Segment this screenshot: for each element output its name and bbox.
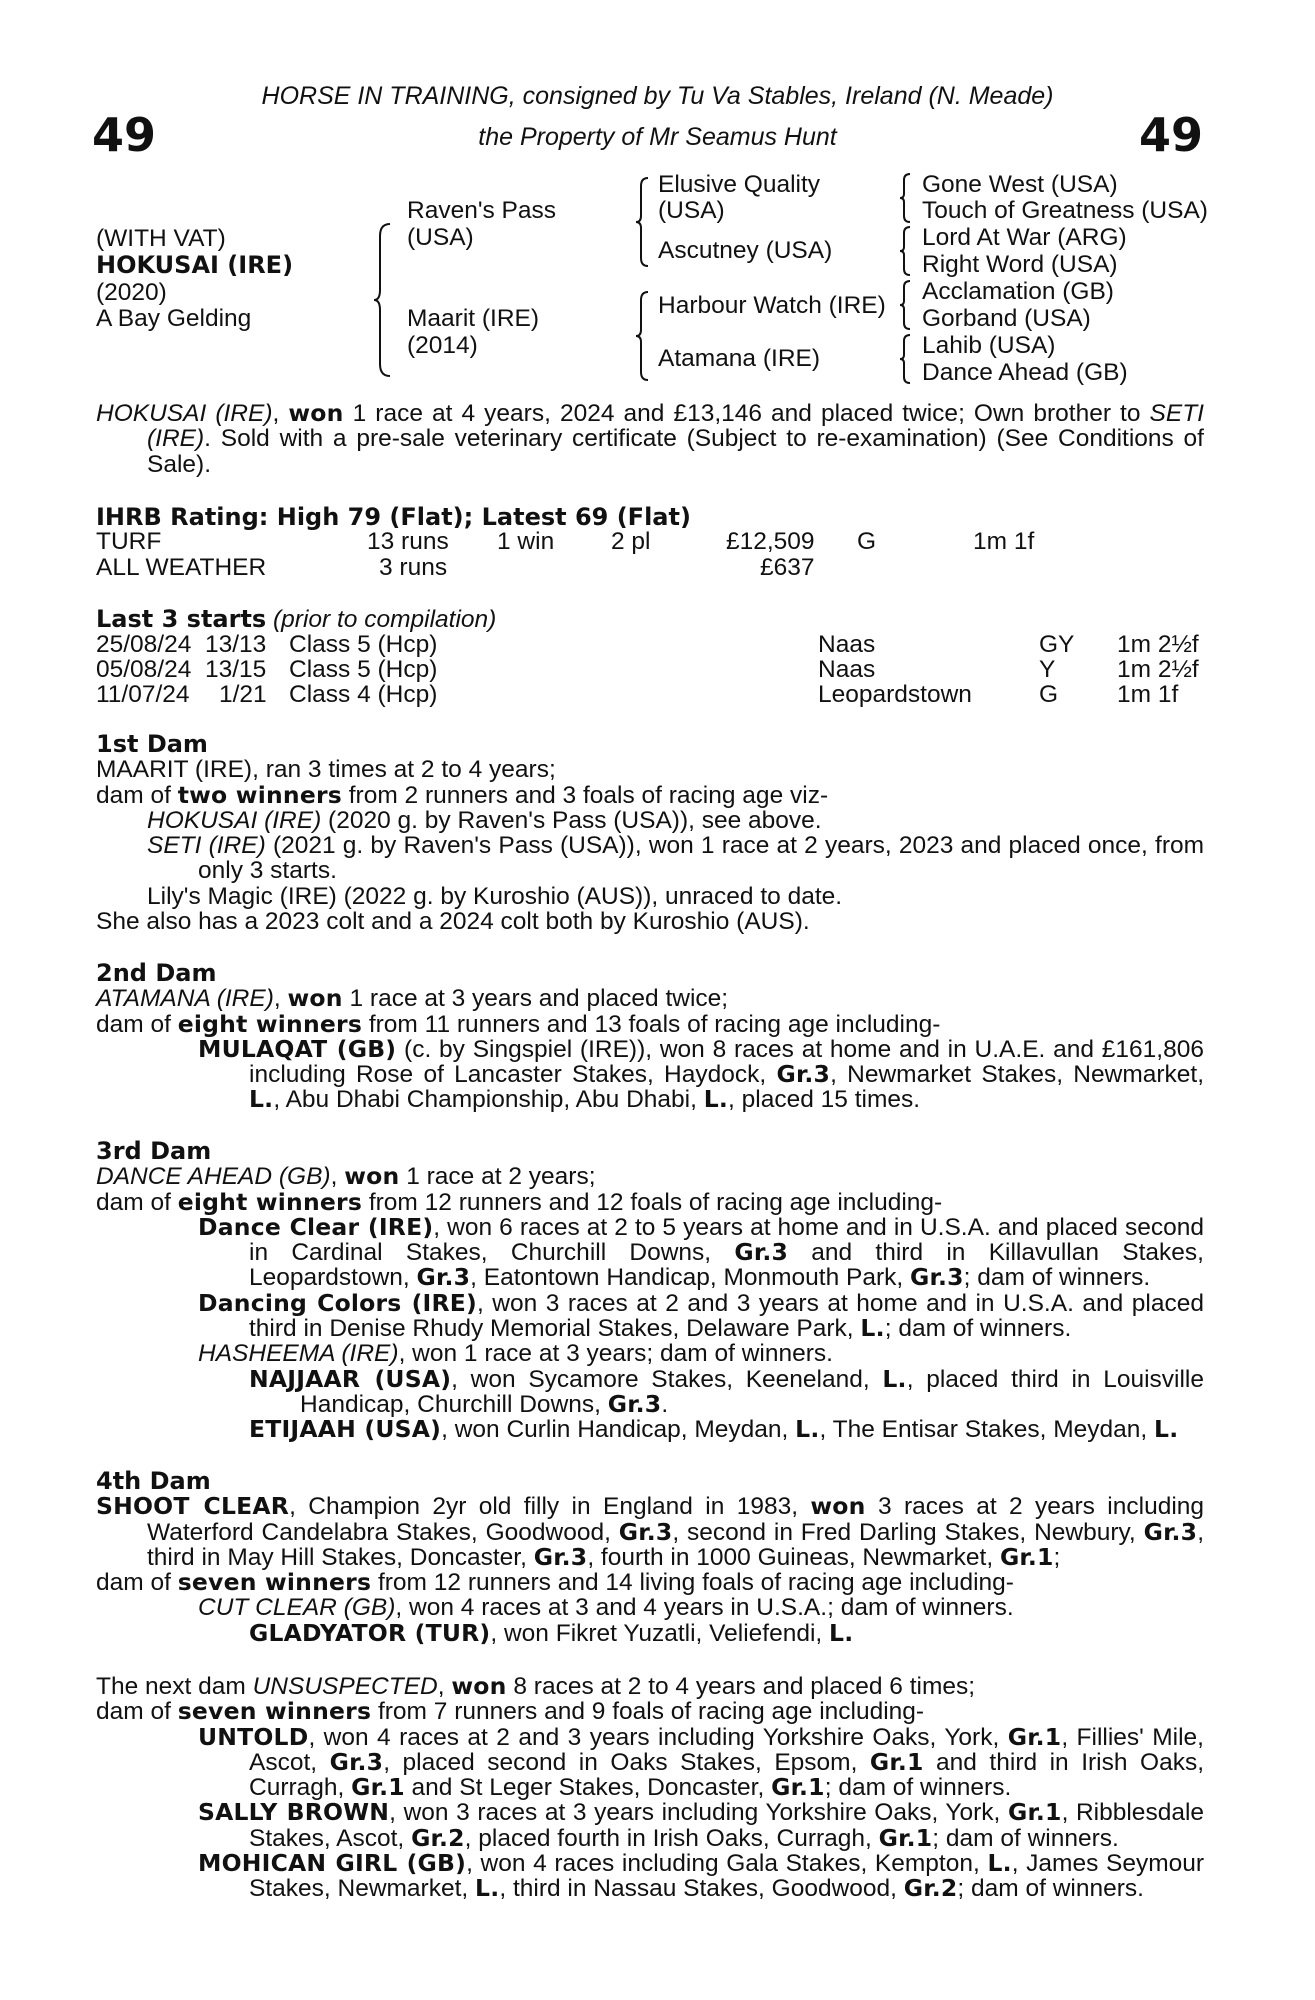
- rating-runs: 13 runs: [367, 528, 449, 555]
- summary: HOKUSAI (IRE), won 1 race at 4 years, 2024 and £13,146 and placed twice; Own brother to SETI (IRE). Sold with a pre-sale veterinary certificate (Subject to re-examination) (See Conditions of Sale).: [96, 399, 1204, 478]
- first-dam-section: [96, 732, 1204, 934]
- third-dam-heading: 3rd Dam: [96, 1137, 212, 1165]
- brace-sd: [898, 225, 914, 277]
- start-date: 11/07/24: [96, 681, 190, 708]
- sire-dam: Ascutney (USA): [658, 237, 833, 264]
- gg-dds: Lahib (USA): [922, 332, 1056, 359]
- third-dam-line: DANCE AHEAD (GB), won 1 race at 2 years;: [96, 1162, 596, 1191]
- fourth-dam-line: SHOOT CLEAR, Champion 2yr old filly in England in 1983, won 3 races at 2 years including Waterford Candelabra Stakes, Goodwood, Gr.3, second in Fred Darling Stakes, Newbury, Gr.3, third in May Hill Stakes, Doncaster, Gr.3, fourth in 1000 Guineas, Newmarket, Gr.1;: [96, 1492, 1205, 1571]
- rating-surface: ALL WEATHER: [96, 554, 267, 581]
- brace-sire: [634, 176, 652, 268]
- gg-sdd: Right Word (USA): [922, 251, 1118, 278]
- horse-year: (2020): [96, 279, 167, 306]
- progeny-entry: Dancing Colors (IRE), won 3 races at 2 and 3 years at home and in U.S.A. and placed third in Denise Rhudy Memorial Stakes, Delaware Park, L.; dam of winners.: [198, 1288, 1204, 1343]
- third-dam-section: [96, 1139, 1204, 1443]
- sire-country: (USA): [407, 224, 474, 251]
- second-dam-line: ATAMANA (IRE), won 1 race at 3 years and placed twice;: [96, 984, 729, 1013]
- header-property: the Property of Mr Seamus Hunt: [478, 123, 837, 151]
- gg-sss: Gone West (USA): [922, 171, 1118, 198]
- progeny-entry: GLADYATOR (TUR), won Fikret Yuzatli, Veliefendi, L.: [249, 1618, 854, 1647]
- sire-name: Raven's Pass: [407, 197, 557, 224]
- rating-heading: IHRB Rating: High 79 (Flat); Latest 69 (Flat): [96, 503, 691, 531]
- brace-horse: [372, 222, 394, 378]
- rating-distance: 1m 1f: [973, 528, 1035, 555]
- progeny-entry: HASHEEMA (IRE), won 1 race at 3 years; dam of winners.: [198, 1340, 833, 1368]
- gg-dss: Acclamation (GB): [922, 278, 1114, 305]
- summary-text2: . Sold with a pre-sale veterinary certificate (Subject to re-examination) (See Conditions of Sale).: [147, 425, 1204, 478]
- second-dam-heading: 2nd Dam: [96, 959, 217, 987]
- last-starts-title: Last 3 starts: [96, 605, 267, 633]
- summary-name: HOKUSAI (IRE): [96, 400, 273, 427]
- next-dam-section: [96, 1674, 1204, 1902]
- lot-number-right: 49: [1138, 108, 1203, 162]
- header-consignor: HORSE IN TRAINING, consigned by Tu Va Stables, Ireland (N. Meade): [261, 82, 1054, 110]
- summary-text1: 1 race at 4 years, 2024 and £13,146 and placed twice; Own brother to: [343, 400, 1150, 427]
- first-dam-heading: 1st Dam: [96, 730, 208, 758]
- vat-label: (WITH VAT): [96, 225, 226, 252]
- brace-ss: [898, 172, 914, 224]
- rating-placed: 2 pl: [611, 528, 651, 555]
- start-distance: 1m 1f: [1117, 681, 1179, 708]
- progeny-entry: NAJJAAR (USA), won Sycamore Stakes, Keeneland, L., placed third in Louisville Handicap, Churchill Downs, Gr.3.: [249, 1364, 1204, 1418]
- gg-ssd: Touch of Greatness (USA): [922, 197, 1208, 224]
- gg-dsd: Gorband (USA): [922, 305, 1091, 332]
- second-dam-section: [96, 961, 1204, 1113]
- start-position: 13/13: [205, 631, 267, 658]
- dam-name: Maarit (IRE): [407, 305, 540, 332]
- fourth-dam-section: [96, 1469, 1204, 1646]
- start-date: 05/08/24: [96, 656, 192, 683]
- rating-wins: 1 win: [497, 528, 555, 555]
- progeny-entry: Lily's Magic (IRE) (2022 g. by Kuroshio (AUS)), unraced to date.: [147, 882, 843, 910]
- progeny-entry: HOKUSAI (IRE) (2020 g. by Raven's Pass (USA)), see above.: [147, 806, 822, 834]
- third-dam-produce-line: dam of eight winners from 12 runners and 12 foals of racing age including-: [96, 1187, 943, 1216]
- horse-description: A Bay Gelding: [96, 305, 252, 332]
- next-dam-line: The next dam UNSUSPECTED, won 8 races at 2 to 4 years and placed 6 times;: [96, 1672, 976, 1700]
- progeny-entry: CUT CLEAR (GB), won 4 races at 3 and 4 years in U.S.A.; dam of winners.: [198, 1594, 1014, 1622]
- start-class: Class 5 (Hcp): [289, 631, 438, 658]
- start-position: 13/15: [205, 656, 267, 683]
- first-dam-produce-line: dam of two winners from 2 runners and 3 foals of racing age viz-: [96, 780, 829, 809]
- dam-year: (2014): [407, 332, 478, 359]
- gg-sds: Lord At War (ARG): [922, 224, 1127, 251]
- progeny-entry: Dance Clear (IRE), won 6 races at 2 to 5 years at home and in U.S.A. and placed second in Cardinal Stakes, Churchill Downs, Gr.3 and third in Killavullan Stakes, Leopardstown, Gr.3, Eatontown Handicap, Monmouth Park, Gr.3; dam of winners.: [198, 1212, 1204, 1292]
- second-dam-produce-line: dam of eight winners from 11 runners and 13 foals of racing age including-: [96, 1009, 941, 1038]
- next-dam-produce-line: dam of seven winners from 7 runners and 9 foals of racing age including-: [96, 1697, 925, 1726]
- summary-brother: SETI (IRE): [147, 400, 1204, 453]
- dam-dam: Atamana (IRE): [658, 345, 821, 372]
- rating-prize: £12,509: [726, 528, 815, 555]
- summary-won: won: [288, 399, 344, 427]
- start-going: GY: [1039, 631, 1075, 658]
- start-course: Naas: [818, 631, 876, 658]
- fourth-dam-produce-line: dam of seven winners from 12 runners and 14 living foals of racing age including-: [96, 1568, 1014, 1597]
- progeny-entry: UNTOLD, won 4 races at 2 and 3 years including Yorkshire Oaks, York, Gr.1, Fillies' Mile, Ascot, Gr.3, placed second in Oaks Stakes, Epsom, Gr.1 and third in Irish Oaks, Curragh, Gr.1 and St Leger Stakes, Doncaster, Gr.1; dam of winners.: [198, 1722, 1205, 1802]
- rating-prize: £637: [760, 554, 815, 581]
- fourth-dam-heading: 4th Dam: [96, 1467, 211, 1495]
- start-class: Class 4 (Hcp): [289, 681, 438, 708]
- start-going: G: [1039, 681, 1059, 708]
- start-distance: 1m 2½f: [1117, 631, 1199, 658]
- first-dam-line: MAARIT (IRE), ran 3 times at 2 to 4 years;: [96, 756, 556, 784]
- brace-ds: [898, 279, 914, 331]
- brace-dam: [634, 290, 652, 382]
- start-going: Y: [1039, 656, 1056, 683]
- lot-number-left: 49: [92, 108, 157, 162]
- gg-ddd: Dance Ahead (GB): [922, 359, 1128, 386]
- rating-going: G: [857, 528, 877, 555]
- horse-name: HOKUSAI (IRE): [96, 251, 294, 279]
- start-class: Class 5 (Hcp): [289, 656, 438, 683]
- start-date: 25/08/24: [96, 631, 192, 658]
- progeny-entry: MOHICAN GIRL (GB), won 4 races including Gala Stakes, Kempton, L., James Seymour Stakes, Newmarket, L., third in Nassau Stakes, Goodwood, Gr.2; dam of winners.: [198, 1849, 1205, 1903]
- progeny-note: She also has a 2023 colt and a 2024 colt both by Kuroshio (AUS).: [96, 908, 810, 936]
- progeny-entry: SALLY BROWN, won 3 races at 3 years including Yorkshire Oaks, York, Gr.1, Ribblesdale Stakes, Ascot, Gr.2, placed fourth in Irish Oaks, Curragh, Gr.1; dam of winners.: [198, 1798, 1205, 1852]
- progeny-entry: MULAQAT (GB) (c. by Singspiel (IRE)), won 8 races at home and in U.A.E. and £161,806 including Rose of Lancaster Stakes, Haydock, Gr.3, Newmarket Stakes, Newmarket, L., Abu Dhabi Championship, Abu Dhabi, L., placed 15 times.: [198, 1034, 1204, 1114]
- start-course: Naas: [818, 656, 876, 683]
- brace-dd: [898, 333, 914, 385]
- progeny-entry: SETI (IRE) (2021 g. by Raven's Pass (USA)), won 1 race at 2 years, 2023 and placed once, from only 3 starts.: [147, 832, 1205, 885]
- rating-surface: TURF: [96, 528, 162, 555]
- last-starts-note: (prior to compilation): [273, 606, 497, 633]
- dam-sire: Harbour Watch (IRE): [658, 292, 886, 319]
- rating-runs: 3 runs: [379, 554, 448, 581]
- start-course: Leopardstown: [818, 681, 972, 708]
- start-position: 1/21: [219, 681, 267, 708]
- start-distance: 1m 2½f: [1117, 656, 1199, 683]
- sire-sire-country: (USA): [658, 197, 725, 224]
- last-starts-heading: [96, 606, 496, 633]
- progeny-entry: ETIJAAH (USA), won Curlin Handicap, Meydan, L., The Entisar Stakes, Meydan, L.: [249, 1415, 1179, 1444]
- sire-sire: Elusive Quality: [658, 171, 821, 198]
